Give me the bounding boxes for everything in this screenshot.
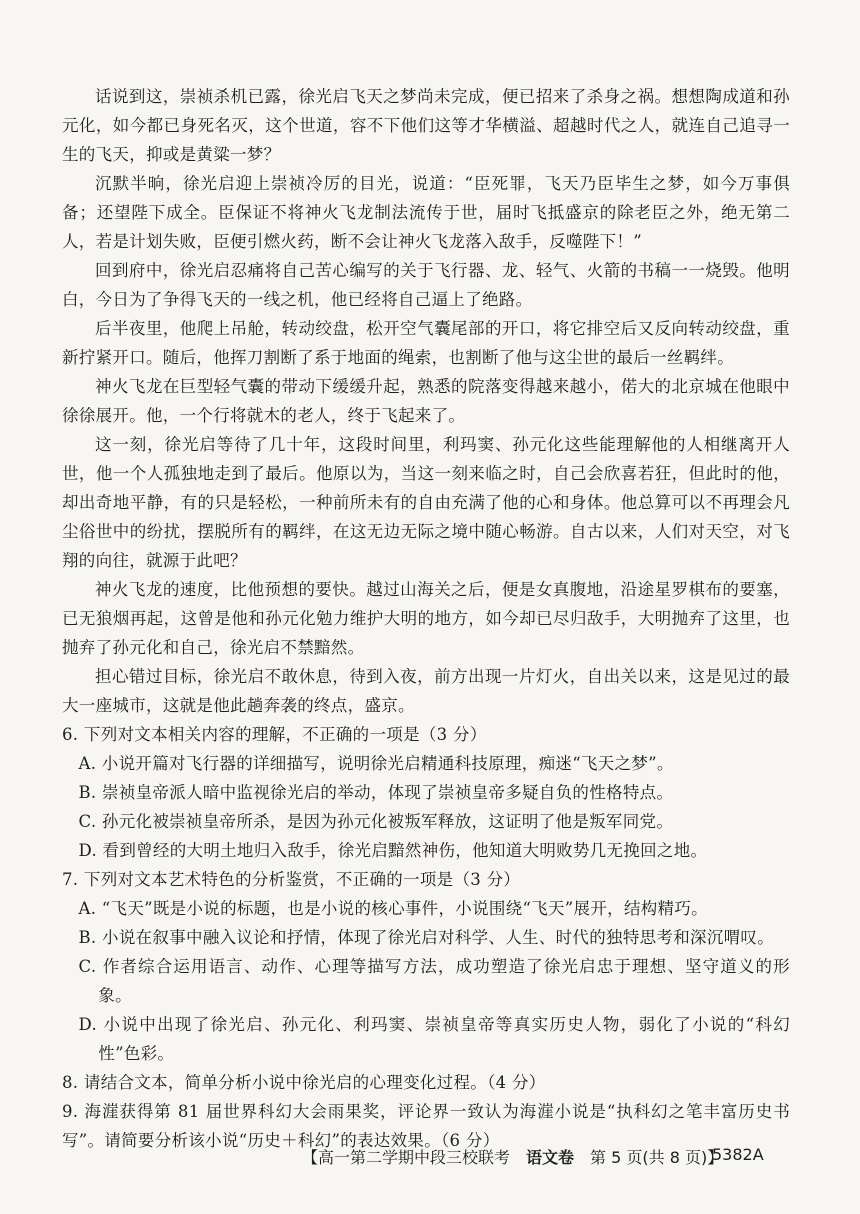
passage-paragraph: 这一刻，徐光启等待了几十年，这段时间里，利玛窦、孙元化这些能理解他的人相继离开人世，他一个人孤独地走到了最后。他原以为，当这一刻来临之时，自己会欣喜若狂，但此时的他，却出奇地平静，有的只是轻松，一种前所未有的自由充满了他的心和身体。他总算可以不再理会凡尘俗世中的纷扰，摆脱所有的羁绊，在这无边无际之境中随心畅游。自古以来，人们对天空，对飞翔的向往，就源于此吧？: [62, 435, 790, 570]
question-7-stem: 7. 下列对文本艺术特色的分析鉴赏，不正确的一项是（3 分）: [62, 870, 521, 889]
passage-paragraph: 神火飞龙在巨型轻气囊的带动下缓缓升起，熟悉的院落变得越来越小，偌大的北京城在他眼中徐徐展开。他，一个行将就木的老人，终于飞起来了。: [62, 377, 790, 425]
footer-subject: 语文卷: [526, 1148, 575, 1167]
footer-code: 5382A: [712, 1145, 764, 1164]
page-footer: [0, 1145, 860, 1175]
passage-paragraph: 后半夜里，他爬上吊舱，转动绞盘，松开空气囊尾部的开口，将它排空后又反向转动绞盘，重新拧紧开口。随后，他挥刀割断了系于地面的绳索，也割断了他与这尘世的最后一丝羁绊。: [62, 319, 790, 367]
passage-paragraph: 神火飞龙的速度，比他预想的要快。越过山海关之后，便是女真腹地，沿途星罗棋布的要塞，已无狼烟再起，这曾是他和孙元化勉力维护大明的地方，如今却已尽归敌手，大明抛弃了这里，也抛弃了孙元化和自己，徐光启不禁黯然。: [62, 580, 790, 657]
question-6-option-b: B. 崇祯皇帝派人暗中监视徐光启的举动，体现了崇祯皇帝多疑自负的性格特点。: [78, 783, 674, 802]
question-7-option-d: D. 小说中出现了徐光启、孙元化、利玛窦、崇祯皇帝等真实历史人物，弱化了小说的“科幻性”色彩。: [78, 1015, 790, 1063]
footer-page-number: 第 5 页(共 8 页)】: [574, 1148, 724, 1167]
footer-title: [302, 1145, 723, 1168]
passage-paragraph: 担心错过目标，徐光启不敢休息，待到入夜，前方出现一片灯火，自出关以来，这是见过的最大一座城市，这就是他此趟奔袭的终点，盛京。: [62, 667, 790, 715]
passage-paragraph: 沉默半晌，徐光启迎上崇祯冷厉的目光，说道：“臣死罪，飞天乃臣毕生之梦，如今万事俱备；还望陛下成全。臣保证不将神火飞龙制法流传于世，届时飞抵盛京的除老臣之外，绝无第二人，若是计划失败，臣便引燃火药，断不会让神火飞龙落入敌手，反噬陛下！”: [62, 174, 790, 251]
exam-content: [62, 82, 790, 1155]
question-6-option-d: D. 看到曾经的大明土地归入敌手，徐光启黯然神伤，他知道大明败势几无挽回之地。: [78, 841, 708, 860]
question-6-option-a: A. 小说开篇对飞行器的详细描写，说明徐光启精通科技原理，痴迷“飞天之梦”。: [78, 754, 674, 773]
question-9-stem: 9. 海漄获得第 81 届世界科幻大会雨果奖，评论界一致认为海漄小说是“执科幻之笔丰富历史书写”。请简要分析该小说“历史＋科幻”的表达效果。（6 分）: [62, 1102, 790, 1150]
question-7-option-a: A. “飞天”既是小说的标题，也是小说的核心事件，小说围绕“飞天”展开，结构精巧。: [78, 899, 708, 918]
footer-exam-name: 【高一第二学期中段三校联考: [302, 1148, 527, 1167]
passage-paragraph: 回到府中，徐光启忍痛将自己苦心编写的关于飞行器、龙、轻气、火箭的书稿一一烧毁。他明白，今日为了争得飞天的一线之机，他已经将自己逼上了绝路。: [62, 261, 790, 309]
question-7-option-b: B. 小说在叙事中融入议论和抒情，体现了徐光启对科学、人生、时代的独特思考和深沉喟叹。: [78, 928, 775, 947]
question-6-option-c: C. 孙元化被崇祯皇帝所杀，是因为孙元化被叛军释放，这证明了他是叛军同党。: [78, 812, 674, 831]
question-7-option-c: C. 作者综合运用语言、动作、心理等描写方法，成功塑造了徐光启忠于理想、坚守道义的形象。: [78, 957, 790, 1005]
passage-paragraph: 话说到这，崇祯杀机已露，徐光启飞天之梦尚未完成，便已招来了杀身之祸。想想陶成道和孙元化，如今都已身死名灭，这个世道，容不下他们这等才华横溢、超越时代之人，就连自己追寻一生的飞天，抑或是黄粱一梦？: [62, 87, 790, 164]
question-8-stem: 8. 请结合文本，简单分析小说中徐光启的心理变化过程。（4 分）: [62, 1073, 546, 1092]
question-6-stem: 6. 下列对文本相关内容的理解，不正确的一项是（3 分）: [62, 725, 487, 744]
